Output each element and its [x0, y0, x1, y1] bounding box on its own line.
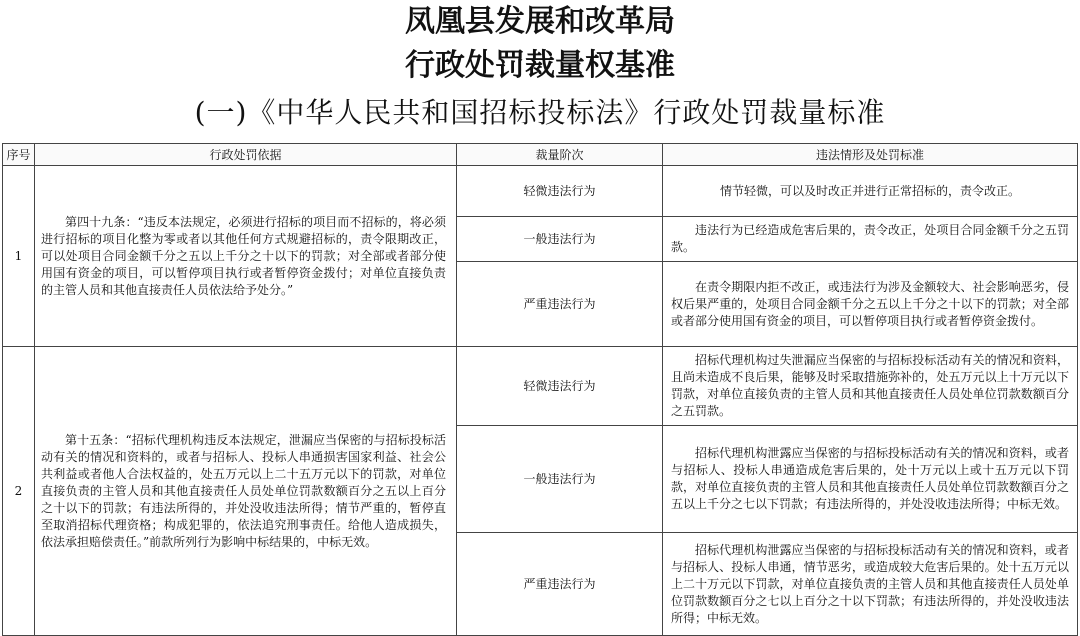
document-title: 行政处罚裁量权基准 — [405, 48, 675, 83]
violation-level-cell: 一般违法行为 — [457, 426, 663, 533]
violation-level-cell: 严重违法行为 — [457, 262, 663, 347]
violation-level-cell: 轻微违法行为 — [457, 166, 663, 217]
penalty-basis-cell: 第十五条：“招标代理机构违反本法规定，泄漏应当保密的与招标投标活动有关的情况和资料的，或者与招标人、投标人串通损害国家利益、社会公共利益或者他人合法权益的，处五万元以上二十五万元以下的罚款，对单位直接负责的主管人员和其他直接责任人员处单位罚款数额百分之五以上百分之十以下的罚款；有违法所得的，并处没收违法所得；情节严重的，暂停直至取消招标代理资格；构成犯罪的，依法追究刑事责任。给他人造成损失，依法承担赔偿责任。”前款所列行为影响中标结果的，中标无效。 — [35, 347, 457, 636]
column-header-number: 序号 — [3, 144, 35, 166]
violation-level-cell: 严重违法行为 — [457, 533, 663, 636]
penalty-standards-table — [2, 143, 1078, 636]
column-header-standard: 违法情形及处罚标准 — [663, 144, 1078, 166]
column-header-basis: 行政处罚依据 — [35, 144, 457, 166]
row-number: 2 — [3, 347, 35, 636]
penalty-standard-cell: 违法行为已经造成危害后果的，责令改正，处项目合同金额千分之五罚款。 — [663, 217, 1078, 262]
penalty-standard-cell: 在责令期限内拒不改正，或违法行为涉及金额较大、社会影响恶劣，侵权后果严重的，处项目合同金额千分之五以上千分之十以下的罚款；对全部或者部分使用国有资金的项目，可以暂停项目执行或者暂停资金拨付。 — [663, 262, 1078, 347]
section-subtitle: (一)《中华人民共和国招标投标法》行政处罚裁量标准 — [194, 96, 886, 129]
table-row — [3, 166, 1078, 217]
penalty-standard-cell: 招标代理机构泄露应当保密的与招标投标活动有关的情况和资料，或者与招标人、投标人串通造成危害后果的，处十万元以上或十五万元以下罚款，对单位直接负责的主管人员和其他直接责任人员处单位罚款数额百分之五以上千分之七以下罚款；有违法所得的，并处没收违法所得；中标无效。 — [663, 426, 1078, 533]
table-header-row — [3, 144, 1078, 166]
penalty-standard-cell: 招标代理机构泄露应当保密的与招标投标活动有关的情况和资料，或者与招标人、投标人串通，情节恶劣，或造成较大危害后果的。处十五万元以上二十万元以下罚款，对单位直接负责的主管人员和其他直接责任人员处单位罚款数额百分之七以上百分之十以下罚款；有违法所得的，并处没收违法所得；中标无效。 — [663, 533, 1078, 636]
violation-level-cell: 轻微违法行为 — [457, 347, 663, 426]
page-title: 凤凰县发展和改革局 — [405, 4, 675, 39]
table-row — [3, 347, 1078, 426]
column-header-level: 裁量阶次 — [457, 144, 663, 166]
penalty-standard-cell: 招标代理机构过失泄漏应当保密的与招标投标活动有关的情况和资料，且尚未造成不良后果，能够及时采取措施弥补的，处五万元以上十万元以下罚款，对单位直接负责的主管人员和其他直接责任人员处单位罚款数额百分之五罚款。 — [663, 347, 1078, 426]
row-number: 1 — [3, 166, 35, 347]
violation-level-cell: 一般违法行为 — [457, 217, 663, 262]
penalty-standard-cell: 情节轻微，可以及时改正并进行正常招标的，责令改正。 — [663, 166, 1078, 217]
penalty-basis-cell: 第四十九条：“违反本法规定，必须进行招标的项目而不招标的，将必须进行招标的项目化整为零或者以其他任何方式规避招标的，责令限期改正，可以处项目合同金额千分之五以上千分之十以下的罚款；对全部或者部分使用国有资金的项目，可以暂停项目执行或者暂停资金拨付；对单位直接负责的主管人员和其他直接责任人员依法给予处分。” — [35, 166, 457, 347]
